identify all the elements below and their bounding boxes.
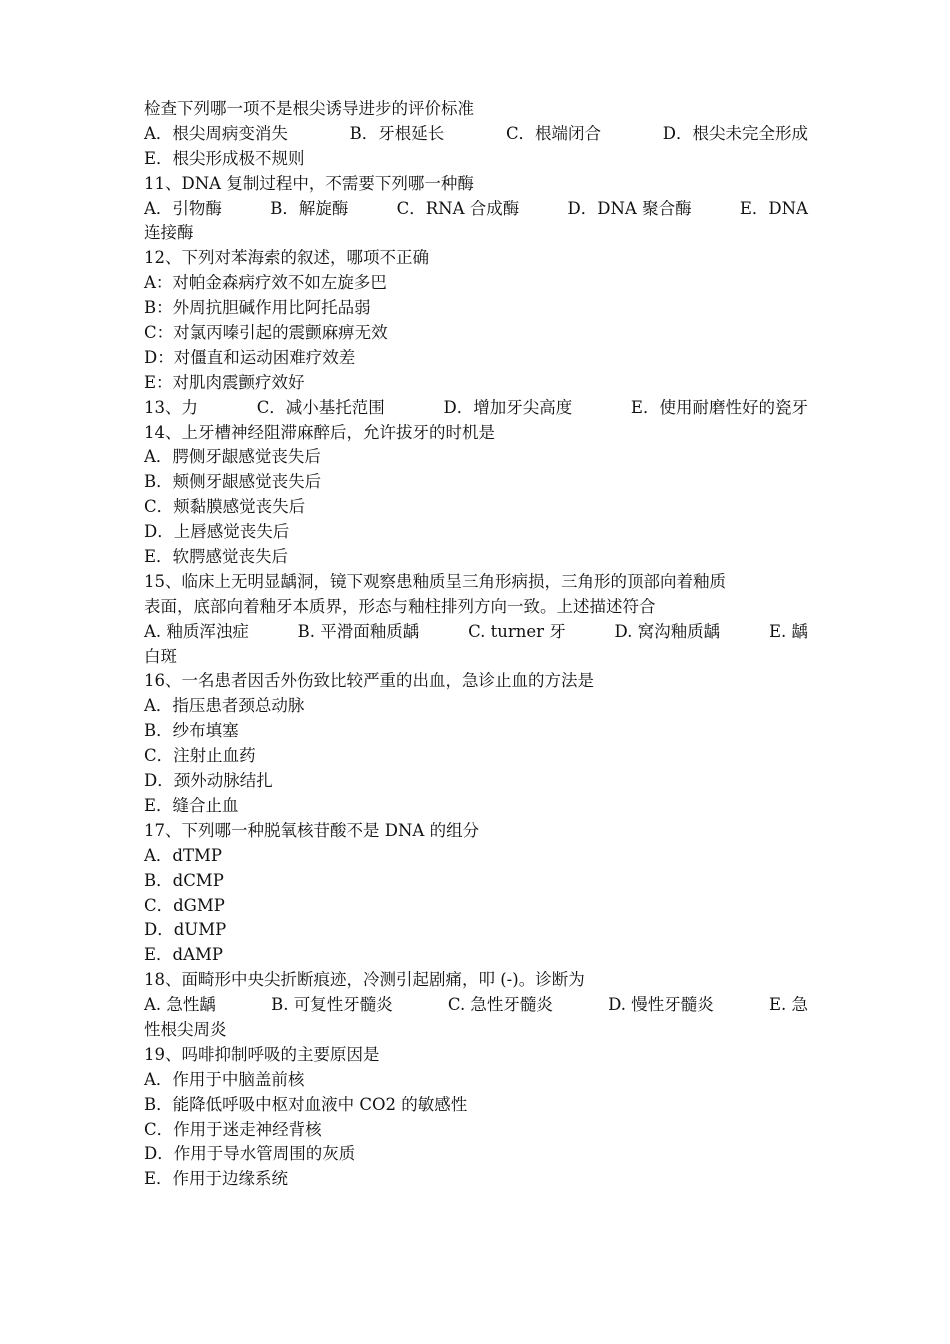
option-a: A．作用于中脑盖前核 [144,1069,305,1089]
option-e: E．DNA [739,198,808,218]
option-a: A．引物酶 [144,198,222,218]
option-b: B．颊侧牙龈感觉丧失后 [144,472,322,492]
question-19-stem: 19、吗啡抑制呼吸的主要原因是 [144,1044,380,1064]
option-e: E．使用耐磨性好的瓷牙 [630,397,808,417]
option-b: B．纱布填塞 [144,721,239,741]
option-b: B：外周抗胆碱作用比阿托品弱 [144,298,371,318]
question-11-stem: 11、DNA 复制过程中，不需要下列哪一种酶 [144,173,474,193]
option-d: D．上唇感觉丧失后 [144,522,290,542]
question-15-stem-line2: 表面，底部向着釉牙本质界，形态与釉柱排列方向一致。上述描述符合 [144,596,656,616]
option-d: D．根尖未完全形成 [662,123,808,143]
option-c: C．根端闭合 [505,123,602,143]
option-d: D．作用于导水管周围的灰质 [144,1144,356,1164]
option-e: E. 龋 [768,621,808,641]
question-16-stem: 16、一名患者因舌外伤致比较严重的出血，急诊止血的方法是 [144,671,594,691]
option-a: A：对帕金森病疗效不如左旋多巴 [144,273,387,293]
option-e: E：对肌肉震颤疗效好 [144,372,305,392]
question-11-option-e-continued: 连接酶 [144,223,194,243]
question-17-stem: 17、下列哪一种脱氧核苷酸不是 DNA 的组分 [144,820,480,840]
question-18-stem: 18、面畸形中央尖折断痕迹，冷测引起剧痛，叩 (-)。诊断为 [144,970,585,990]
option-b: B. 可复性牙髓炎 [271,995,393,1015]
option-a: A. 急性龋 [144,995,216,1015]
question-13-start: 13、力 [144,397,198,417]
question-18-options [144,993,808,1018]
question-10-options [144,122,808,147]
question-12-stem: 12、下列对苯海索的叙述，哪项不正确 [144,248,429,268]
option-d: D. 慢性牙髓炎 [608,995,714,1015]
option-c: C．注射止血药 [144,746,256,766]
option-e: E．缝合止血 [144,795,239,815]
option-c: C．颊黏膜感觉丧失后 [144,497,306,517]
option-d: D．增加牙尖高度 [443,397,573,417]
question-14-stem: 14、上牙槽神经阻滞麻醉后，允许拔牙的时机是 [144,422,495,442]
document-page [144,97,808,1192]
option-a: A．指压患者颈总动脉 [144,696,305,716]
option-d: D．颈外动脉结扎 [144,771,273,791]
option-d: D．dUMP [144,920,227,940]
question-10-option-e: E．根尖形成极不规则 [144,148,305,168]
option-e: E．dAMP [144,945,224,965]
option-c: C. 急性牙髓炎 [447,995,553,1015]
option-b: B. 平滑面釉质龋 [297,621,420,641]
question-18-option-e-continued: 性根尖周炎 [144,1019,227,1039]
option-a: A．dTMP [144,845,222,865]
option-b: B．dCMP [144,870,224,890]
question-10-stem: 检查下列哪一项不是根尖诱导进步的评价标准 [144,99,474,118]
question-15-option-e-continued: 白斑 [144,646,177,666]
option-c: C．减小基托范围 [256,397,385,417]
option-c: C. turner 牙 [468,621,566,641]
option-c: C：对氯丙嗪引起的震颤麻痹无效 [144,323,388,343]
option-c: C．RNA 合成酶 [396,198,520,218]
option-a: A. 釉质浑浊症 [144,621,249,641]
option-d: D：对僵直和运动困难疗效差 [144,347,356,367]
option-c: C．dGMP [144,895,225,915]
option-a: A．腭侧牙龈感觉丧失后 [144,447,321,467]
option-c: C．作用于迷走神经背核 [144,1119,322,1139]
option-e: E．作用于边缘系统 [144,1169,289,1189]
question-15-stem-line1: 15、临床上无明显龋洞，镜下观察患釉质呈三角形病损，三角形的顶部向着釉质 [144,571,726,591]
option-d: D．DNA 聚合酶 [567,198,692,218]
option-b: B．牙根延长 [349,123,445,143]
option-b: B．能降低呼吸中枢对血液中 CO2 的敏感性 [144,1094,468,1114]
question-11-options [144,197,808,222]
question-13-options [144,396,808,421]
option-e: E. 急 [768,995,808,1015]
question-15-options [144,620,808,645]
option-d: D. 窝沟釉质龋 [614,621,721,641]
option-a: A．根尖周病变消失 [144,123,288,143]
option-b: B．解旋酶 [270,198,349,218]
option-e: E．软腭感觉丧失后 [144,547,289,567]
